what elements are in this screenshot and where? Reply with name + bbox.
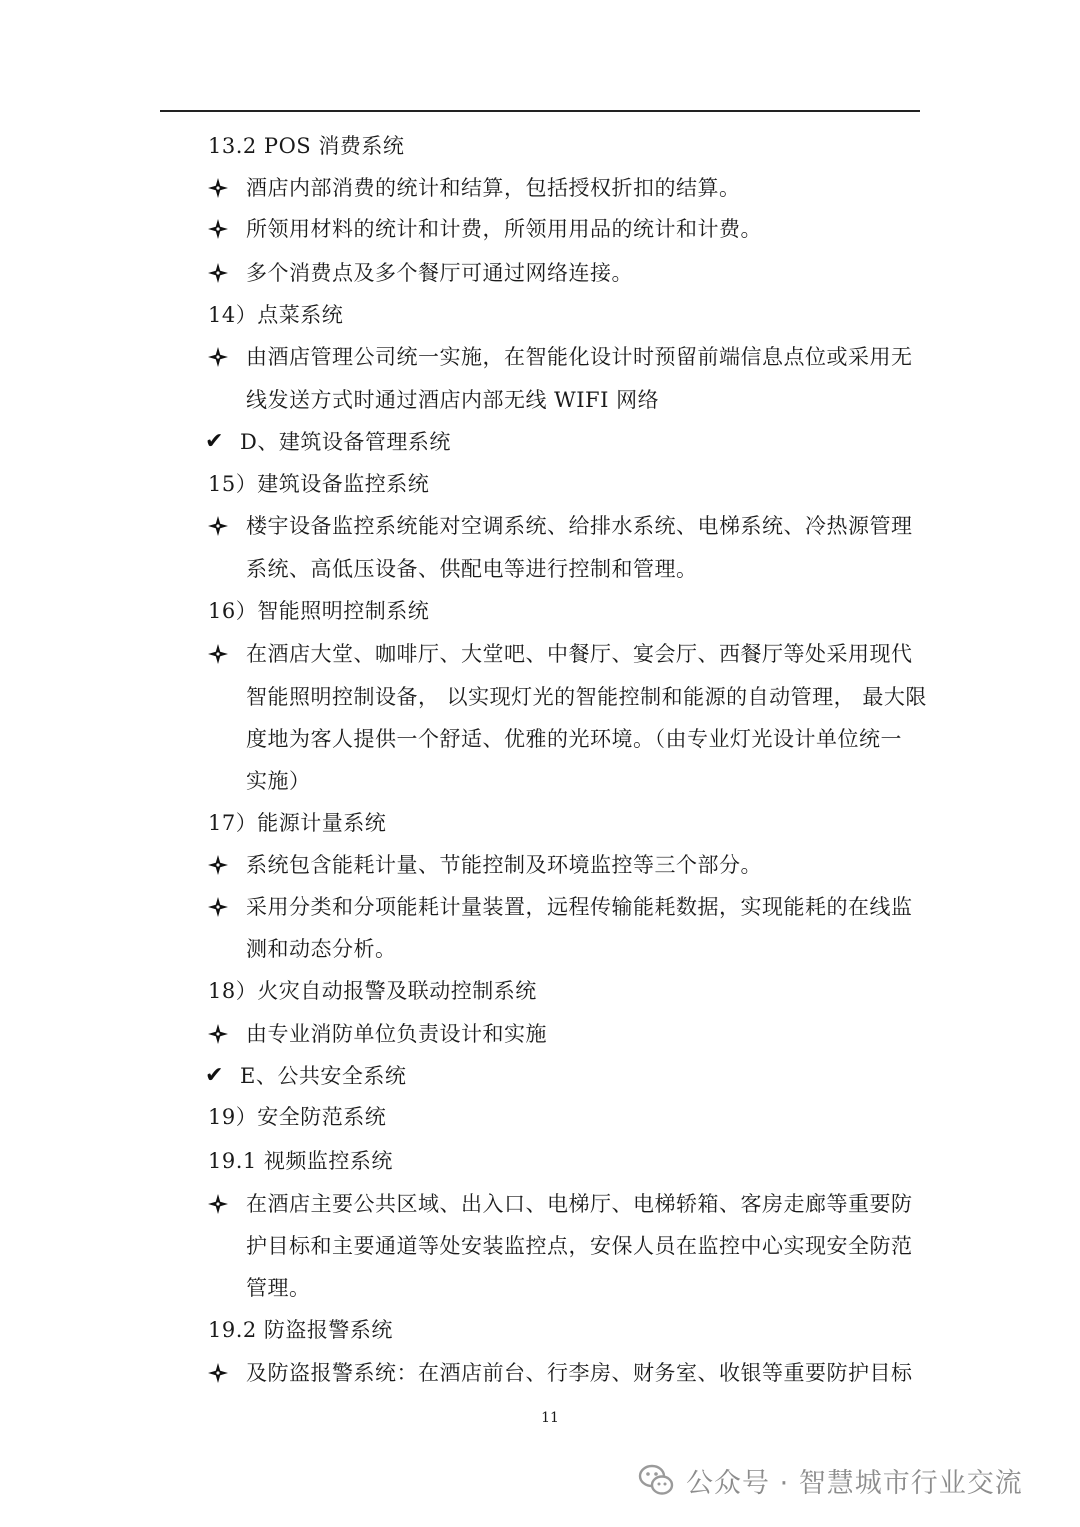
section-16-title: 16）智能照明控制系统 — [208, 599, 430, 623]
bullet-text-continued: 护目标和主要通道等处安装监控点，安保人员在监控中心实现安全防范 — [246, 1234, 913, 1258]
bullet-text: 楼宇设备监控系统能对空调系统、给排水系统、电梯系统、冷热源管理 — [246, 514, 913, 538]
bullet-text-continued: 管理。 — [246, 1276, 311, 1300]
bullet-text: 在酒店主要公共区域、出入口、电梯厅、电梯轿箱、客房走廊等重要防 — [246, 1192, 913, 1216]
bullet-text-continued: 线发送方式时通过酒店内部无线 WIFI 网络 — [246, 388, 660, 412]
section-14-title: 14）点菜系统 — [208, 303, 344, 327]
page-number: 11 — [541, 1410, 559, 1426]
section-15-title: 15）建筑设备监控系统 — [208, 472, 430, 496]
section-13-2-title: 13.2 POS 消费系统 — [208, 134, 405, 158]
section-19-title: 19）安全防范系统 — [208, 1105, 387, 1129]
bullet-text: 由专业消防单位负责设计和实施 — [246, 1022, 547, 1046]
four-point-star-icon — [206, 174, 230, 202]
bullet-text: 酒店内部消费的统计和结算，包括授权折扣的结算。 — [246, 176, 741, 200]
category-d-title: D、建筑设备管理系统 — [240, 430, 451, 454]
bullet-text-continued: 度地为客人提供一个舒适、优雅的光环境。（由专业灯光设计单位统一 — [246, 727, 902, 751]
bullet-text: 系统包含能耗计量、节能控制及环境监控等三个部分。 — [246, 853, 762, 877]
four-point-star-icon — [206, 512, 230, 540]
bullet-text: 多个消费点及多个餐厅可通过网络连接。 — [246, 261, 633, 285]
section-18-title: 18）火灾自动报警及联动控制系统 — [208, 979, 537, 1003]
category-e-title: E、公共安全系统 — [240, 1064, 407, 1088]
checkmark-icon: ✔ — [205, 1063, 224, 1088]
bullet-text-continued: 智能照明控制设备， 以实现灯光的智能控制和能源的自动管理， 最大限 — [246, 685, 927, 709]
four-point-star-icon — [206, 1359, 230, 1387]
section-17-title: 17）能源计量系统 — [208, 811, 387, 835]
bullet-text: 及防盗报警系统：在酒店前台、行李房、财务室、收银等重要防护目标 — [246, 1361, 913, 1385]
bullet-text: 在酒店大堂、咖啡厅、大堂吧、中餐厅、宴会厅、西餐厅等处采用现代 — [246, 642, 913, 666]
bullet-text-continued: 实施） — [246, 769, 311, 793]
checkmark-icon: ✔ — [205, 429, 224, 454]
watermark-text: 公众号 · 智慧城市行业交流 — [686, 1467, 1023, 1499]
four-point-star-icon — [206, 851, 230, 879]
section-19-1-title: 19.1 视频监控系统 — [208, 1149, 393, 1173]
four-point-star-icon — [206, 1190, 230, 1218]
four-point-star-icon — [206, 343, 230, 371]
bullet-text-continued: 测和动态分析。 — [246, 937, 397, 961]
header-rule — [160, 110, 920, 112]
bullet-text: 所领用材料的统计和计费，所领用用品的统计和计费。 — [246, 217, 762, 241]
four-point-star-icon — [206, 259, 230, 287]
four-point-star-icon — [206, 640, 230, 668]
bullet-text: 由酒店管理公司统一实施，在智能化设计时预留前端信息点位或采用无 — [246, 345, 913, 369]
bullet-text-continued: 系统、高低压设备、供配电等进行控制和管理。 — [246, 557, 698, 581]
bullet-text: 采用分类和分项能耗计量装置，远程传输能耗数据，实现能耗的在线监 — [246, 895, 913, 919]
four-point-star-icon — [206, 215, 230, 243]
wechat-icon — [636, 1460, 676, 1500]
four-point-star-icon — [206, 893, 230, 921]
four-point-star-icon — [206, 1020, 230, 1048]
watermark — [636, 1460, 1023, 1500]
section-19-2-title: 19.2 防盗报警系统 — [208, 1318, 393, 1342]
